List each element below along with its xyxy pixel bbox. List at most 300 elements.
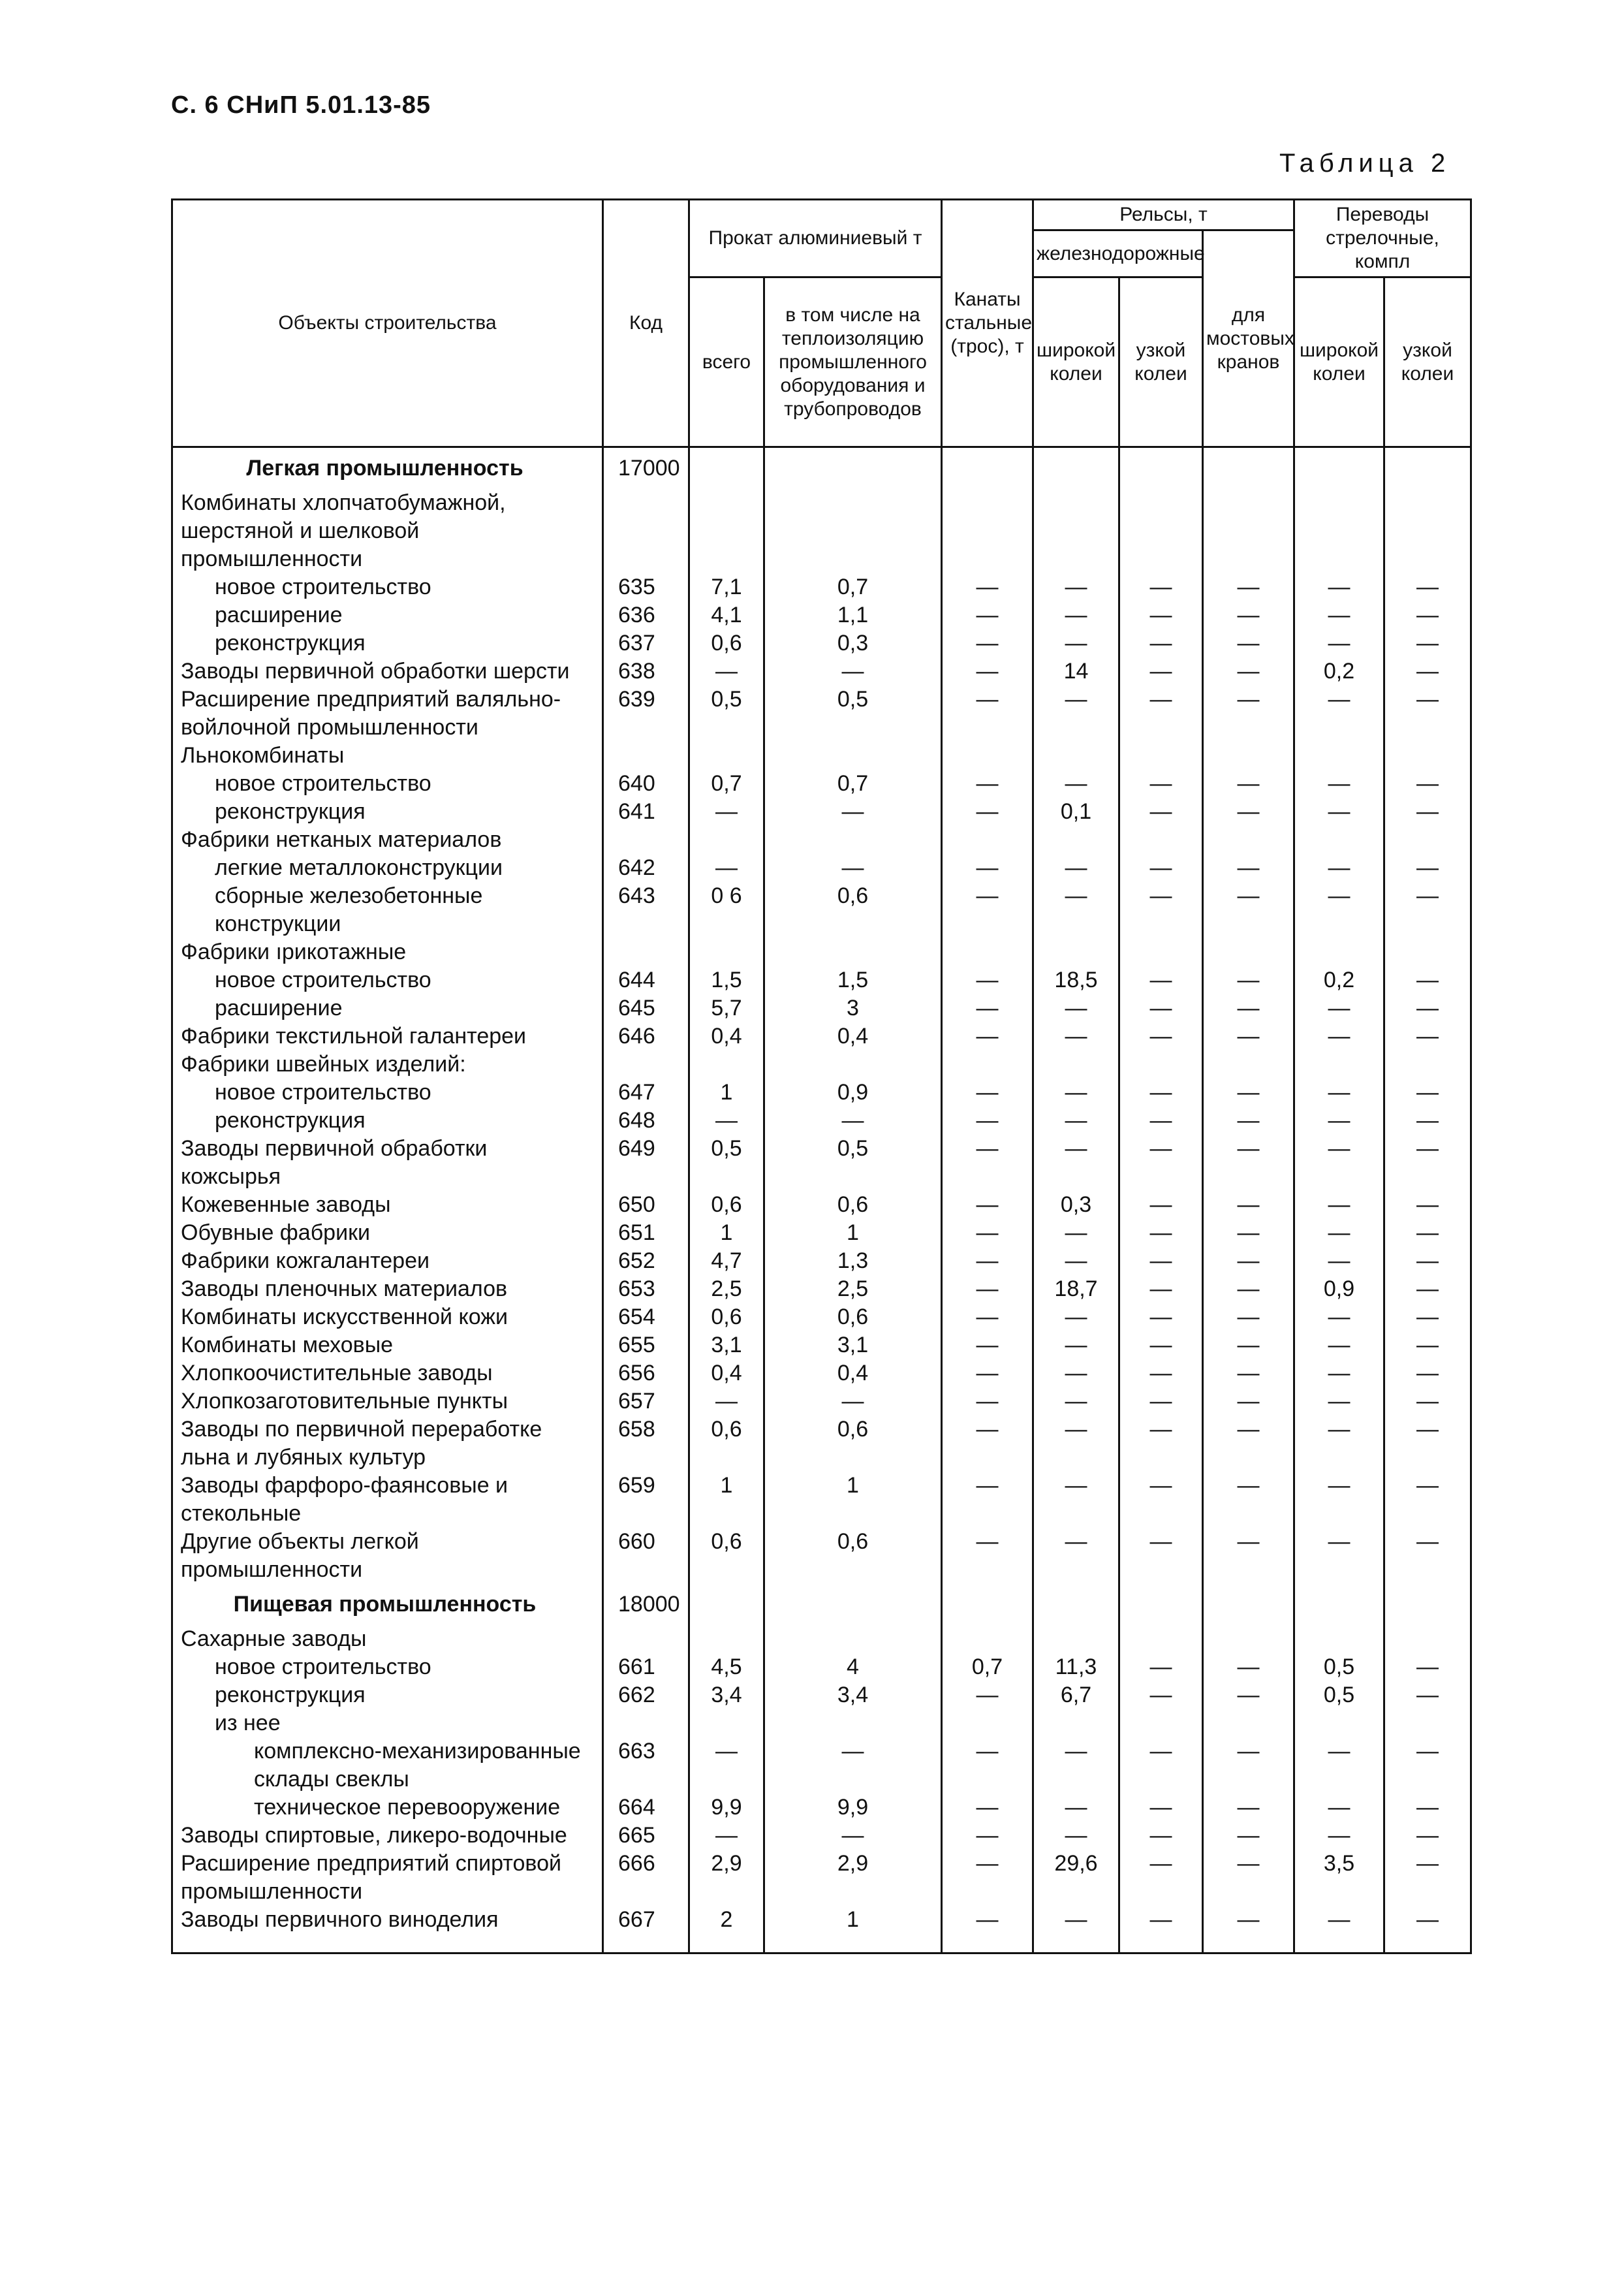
value-cell: —: [1294, 1528, 1384, 1584]
table-row: [172, 798, 1471, 826]
value-cell: 0,6: [764, 1415, 942, 1472]
value-cell: [1294, 489, 1384, 573]
value-cell: —: [689, 1737, 764, 1794]
value-cell: —: [1294, 1022, 1384, 1051]
value-cell: 0,6: [764, 1528, 942, 1584]
code-cell: [603, 826, 689, 854]
object-name: Заводы спиртовые, ликеро-водочные: [172, 1822, 603, 1850]
value-cell: 0,5: [1294, 1653, 1384, 1681]
value-cell: —: [1294, 798, 1384, 826]
value-cell: —: [1384, 1794, 1471, 1822]
value-cell: —: [942, 1681, 1033, 1709]
value-cell: [1119, 938, 1203, 966]
value-cell: 1,5: [764, 966, 942, 994]
value-cell: 2,5: [689, 1275, 764, 1303]
table-row: [172, 686, 1471, 742]
value-cell: 0,6: [689, 1528, 764, 1584]
value-cell: —: [1033, 1472, 1119, 1528]
value-cell: —: [1384, 1359, 1471, 1387]
value-cell: —: [1203, 1681, 1294, 1709]
object-name: Льнокомбинаты: [172, 742, 603, 770]
table-row: [172, 882, 1471, 938]
value-cell: —: [1203, 1737, 1294, 1794]
value-cell: —: [1119, 966, 1203, 994]
value-cell: —: [1119, 1737, 1203, 1794]
value-cell: [1203, 489, 1294, 573]
value-cell: 0,5: [689, 1135, 764, 1191]
value-cell: [1294, 447, 1384, 490]
value-cell: —: [1203, 1906, 1294, 1953]
value-cell: —: [1384, 1022, 1471, 1051]
object-name: реконструкция: [172, 798, 603, 826]
value-cell: —: [1119, 1653, 1203, 1681]
table-row: [172, 1850, 1471, 1906]
value-cell: —: [1384, 1331, 1471, 1359]
table-row: [172, 601, 1471, 629]
value-cell: —: [942, 1472, 1033, 1528]
value-cell: [689, 742, 764, 770]
materials-table: [171, 198, 1472, 1954]
value-cell: [1033, 1625, 1119, 1653]
value-cell: —: [1203, 798, 1294, 826]
value-cell: —: [1119, 770, 1203, 798]
value-cell: —: [1384, 573, 1471, 601]
switch-narrow-header: узкой колеи: [1384, 277, 1471, 447]
table-row: [172, 1415, 1471, 1472]
value-cell: —: [1203, 1247, 1294, 1275]
value-cell: —: [1119, 994, 1203, 1022]
value-cell: [942, 938, 1033, 966]
code-cell: 642: [603, 854, 689, 882]
object-name: техническое перевооружение: [172, 1794, 603, 1822]
value-cell: —: [1119, 1191, 1203, 1219]
code-cell: 650: [603, 1191, 689, 1219]
value-cell: —: [1119, 1387, 1203, 1415]
code-cell: 661: [603, 1653, 689, 1681]
value-cell: —: [764, 1107, 942, 1135]
value-cell: 2,9: [689, 1850, 764, 1906]
value-cell: [1294, 938, 1384, 966]
value-cell: —: [1294, 770, 1384, 798]
value-cell: —: [942, 1191, 1033, 1219]
object-name: Комбинаты хлопчатобумажной, шерстяной и шелковой промышленности: [172, 489, 603, 573]
section-title: Легкая промышленность: [172, 447, 603, 490]
object-name: Другие объекты легкой промышленности: [172, 1528, 603, 1584]
table-row: [172, 1275, 1471, 1303]
object-name: Расширение предприятий валяльно-войлочной промышленности: [172, 686, 603, 742]
value-cell: —: [1119, 1794, 1203, 1822]
value-cell: —: [942, 1219, 1033, 1247]
code-cell: 652: [603, 1247, 689, 1275]
object-name: новое строительство: [172, 573, 603, 601]
value-cell: —: [1203, 1135, 1294, 1191]
value-cell: 2,9: [764, 1850, 942, 1906]
code-cell: 18000: [603, 1584, 689, 1625]
value-cell: —: [1119, 882, 1203, 938]
value-cell: —: [1384, 1275, 1471, 1303]
value-cell: 0,3: [1033, 1191, 1119, 1219]
value-cell: —: [1384, 657, 1471, 686]
object-name: Заводы первичного виноделия: [172, 1906, 603, 1953]
object-name: расширение: [172, 601, 603, 629]
table-row: [172, 629, 1471, 657]
value-cell: —: [1119, 1528, 1203, 1584]
object-name: реконструкция: [172, 1107, 603, 1135]
value-cell: —: [1384, 770, 1471, 798]
value-cell: —: [1033, 1303, 1119, 1331]
value-cell: [689, 1709, 764, 1737]
object-name: Заводы фарфоро-фаянсовые и стекольные: [172, 1472, 603, 1528]
table-row: [172, 1737, 1471, 1794]
code-cell: 654: [603, 1303, 689, 1331]
value-cell: —: [942, 1822, 1033, 1850]
value-cell: —: [1033, 1906, 1119, 1953]
value-cell: —: [942, 854, 1033, 882]
value-cell: [1203, 447, 1294, 490]
ropes-header: Канаты стальные (трос), т: [942, 200, 1033, 447]
value-cell: —: [1119, 1219, 1203, 1247]
value-cell: —: [1203, 1303, 1294, 1331]
value-cell: [1294, 1625, 1384, 1653]
value-cell: [1384, 447, 1471, 490]
value-cell: —: [1203, 1794, 1294, 1822]
value-cell: 0,2: [1294, 657, 1384, 686]
value-cell: —: [1294, 686, 1384, 742]
object-name: из нее: [172, 1709, 603, 1737]
table-row: [172, 1625, 1471, 1653]
object-name: Фабрики швейных изделий:: [172, 1051, 603, 1079]
value-cell: [1203, 938, 1294, 966]
value-cell: —: [1203, 994, 1294, 1022]
value-cell: —: [1033, 1079, 1119, 1107]
value-cell: —: [1203, 573, 1294, 601]
object-name: реконструкция: [172, 629, 603, 657]
value-cell: —: [1384, 1653, 1471, 1681]
table-head: [172, 200, 1471, 447]
value-cell: [1203, 742, 1294, 770]
value-cell: —: [942, 1850, 1033, 1906]
value-cell: —: [764, 798, 942, 826]
crane-rails-header: для мостовых кранов: [1203, 230, 1294, 447]
value-cell: —: [942, 1737, 1033, 1794]
value-cell: —: [1203, 686, 1294, 742]
value-cell: —: [1119, 1275, 1203, 1303]
table-row: [172, 657, 1471, 686]
value-cell: [764, 489, 942, 573]
value-cell: [1119, 447, 1203, 490]
value-cell: 0,4: [764, 1359, 942, 1387]
value-cell: —: [1294, 1219, 1384, 1247]
value-cell: 3,4: [764, 1681, 942, 1709]
value-cell: 0,4: [764, 1022, 942, 1051]
value-cell: 9,9: [764, 1794, 942, 1822]
code-cell: 639: [603, 686, 689, 742]
value-cell: —: [1294, 994, 1384, 1022]
object-name: Хлопкоочистительные заводы: [172, 1359, 603, 1387]
value-cell: 3: [764, 994, 942, 1022]
value-cell: —: [942, 1079, 1033, 1107]
value-cell: —: [1384, 798, 1471, 826]
value-cell: [689, 489, 764, 573]
page-header: С. 6 СНиП 5.01.13-85: [171, 91, 431, 119]
value-cell: —: [1294, 1107, 1384, 1135]
value-cell: 0,7: [764, 770, 942, 798]
table-row: [172, 770, 1471, 798]
table-row: [172, 1794, 1471, 1822]
value-cell: —: [1294, 1737, 1384, 1794]
value-cell: —: [1294, 1906, 1384, 1953]
value-cell: 0,9: [764, 1079, 942, 1107]
value-cell: —: [1033, 854, 1119, 882]
value-cell: —: [764, 1387, 942, 1415]
value-cell: [764, 938, 942, 966]
value-cell: [1384, 489, 1471, 573]
value-cell: [942, 447, 1033, 490]
section-row: [172, 447, 1471, 490]
code-cell: 658: [603, 1415, 689, 1472]
value-cell: —: [942, 1794, 1033, 1822]
value-cell: 0,2: [1294, 966, 1384, 994]
table-row: [172, 489, 1471, 573]
value-cell: 0,6: [764, 882, 942, 938]
value-cell: —: [1294, 1303, 1384, 1331]
value-cell: —: [942, 1135, 1033, 1191]
table-row: [172, 1303, 1471, 1331]
value-cell: —: [1294, 601, 1384, 629]
value-cell: —: [1203, 1653, 1294, 1681]
rails-header: Рельсы, т: [1033, 200, 1294, 230]
table-row: [172, 573, 1471, 601]
value-cell: —: [1384, 1079, 1471, 1107]
section-row: [172, 1584, 1471, 1625]
value-cell: —: [1294, 629, 1384, 657]
value-cell: —: [1294, 1191, 1384, 1219]
value-cell: 2,5: [764, 1275, 942, 1303]
code-cell: 664: [603, 1794, 689, 1822]
value-cell: 11,3: [1033, 1653, 1119, 1681]
value-cell: —: [1119, 1822, 1203, 1850]
code-cell: 657: [603, 1387, 689, 1415]
table-row: [172, 742, 1471, 770]
value-cell: 1: [689, 1219, 764, 1247]
code-cell: 644: [603, 966, 689, 994]
value-cell: —: [1294, 882, 1384, 938]
table-row: [172, 1107, 1471, 1135]
table-row: [172, 1906, 1471, 1953]
table-row: [172, 1653, 1471, 1681]
table-row: [172, 1359, 1471, 1387]
value-cell: —: [1119, 1303, 1203, 1331]
value-cell: —: [1203, 1850, 1294, 1906]
value-cell: —: [1294, 1822, 1384, 1850]
code-cell: 665: [603, 1822, 689, 1850]
value-cell: —: [1119, 601, 1203, 629]
value-cell: —: [1294, 1415, 1384, 1472]
value-cell: —: [1119, 1022, 1203, 1051]
code-cell: 666: [603, 1850, 689, 1906]
code-cell: [603, 938, 689, 966]
value-cell: —: [942, 657, 1033, 686]
value-cell: 0,5: [689, 686, 764, 742]
code-cell: 649: [603, 1135, 689, 1191]
value-cell: —: [1384, 994, 1471, 1022]
code-cell: [603, 1709, 689, 1737]
value-cell: 0,7: [764, 573, 942, 601]
value-cell: 29,6: [1033, 1850, 1119, 1906]
value-cell: —: [689, 657, 764, 686]
code-cell: 645: [603, 994, 689, 1022]
value-cell: 1: [764, 1472, 942, 1528]
table-row: [172, 1709, 1471, 1737]
value-cell: —: [1203, 854, 1294, 882]
value-cell: —: [1033, 1135, 1119, 1191]
value-cell: 1,1: [764, 601, 942, 629]
value-cell: —: [689, 1822, 764, 1850]
value-cell: —: [1033, 686, 1119, 742]
value-cell: —: [764, 854, 942, 882]
object-name: Фабрики текстильной галантереи: [172, 1022, 603, 1051]
value-cell: 1: [689, 1472, 764, 1528]
table-row: [172, 1681, 1471, 1709]
value-cell: [1119, 1051, 1203, 1079]
object-name: Заводы первичной обработки кожсырья: [172, 1135, 603, 1191]
value-cell: [942, 1709, 1033, 1737]
table-row: [172, 1191, 1471, 1219]
value-cell: —: [1294, 1359, 1384, 1387]
value-cell: —: [1384, 1387, 1471, 1415]
object-name: новое строительство: [172, 1079, 603, 1107]
code-cell: 638: [603, 657, 689, 686]
value-cell: —: [1384, 1415, 1471, 1472]
value-cell: [1384, 742, 1471, 770]
value-cell: —: [1203, 601, 1294, 629]
object-name: комплексно-механизированные склады свеклы: [172, 1737, 603, 1794]
value-cell: —: [1203, 1415, 1294, 1472]
alu-total-header: всего: [689, 277, 764, 447]
value-cell: [1119, 1625, 1203, 1653]
value-cell: —: [1203, 1822, 1294, 1850]
value-cell: —: [1203, 770, 1294, 798]
switches-header: Переводы стрелочные, компл: [1294, 200, 1471, 277]
value-cell: [1203, 1051, 1294, 1079]
code-cell: [603, 1051, 689, 1079]
value-cell: —: [1294, 1387, 1384, 1415]
value-cell: —: [689, 1387, 764, 1415]
value-cell: [764, 1625, 942, 1653]
code-cell: 636: [603, 601, 689, 629]
value-cell: —: [1384, 629, 1471, 657]
table-row: [172, 1079, 1471, 1107]
value-cell: —: [1384, 882, 1471, 938]
table-row: [172, 966, 1471, 994]
object-name: Заводы по первичной переработке льна и лубяных культур: [172, 1415, 603, 1472]
table-body: [172, 447, 1471, 1953]
value-cell: —: [1384, 686, 1471, 742]
value-cell: —: [942, 1303, 1033, 1331]
value-cell: 0,4: [689, 1359, 764, 1387]
value-cell: —: [1203, 1191, 1294, 1219]
value-cell: [1119, 826, 1203, 854]
value-cell: [1294, 1709, 1384, 1737]
value-cell: —: [1119, 1415, 1203, 1472]
alu-insulation-header: в том числе на теплоизоляцию промышленного оборудования и трубопроводов: [764, 277, 942, 447]
object-name: Хлопкозаготовительные пункты: [172, 1387, 603, 1415]
value-cell: —: [942, 686, 1033, 742]
value-cell: —: [1203, 1022, 1294, 1051]
value-cell: 9,9: [689, 1794, 764, 1822]
object-name: новое строительство: [172, 966, 603, 994]
value-cell: —: [1384, 1247, 1471, 1275]
value-cell: —: [1294, 1331, 1384, 1359]
value-cell: —: [1119, 1247, 1203, 1275]
value-cell: —: [942, 1359, 1033, 1387]
code-cell: 643: [603, 882, 689, 938]
value-cell: —: [1384, 1528, 1471, 1584]
value-cell: —: [1203, 1472, 1294, 1528]
value-cell: 1,3: [764, 1247, 942, 1275]
object-name: Кожевенные заводы: [172, 1191, 603, 1219]
code-cell: [603, 742, 689, 770]
value-cell: —: [942, 1415, 1033, 1472]
value-cell: —: [942, 629, 1033, 657]
value-cell: 4: [764, 1653, 942, 1681]
value-cell: —: [942, 1387, 1033, 1415]
code-cell: 646: [603, 1022, 689, 1051]
value-cell: —: [1203, 657, 1294, 686]
value-cell: —: [1033, 1737, 1119, 1794]
value-cell: —: [1119, 1906, 1203, 1953]
code-header: Код: [603, 200, 689, 447]
value-cell: [689, 1051, 764, 1079]
value-cell: [689, 447, 764, 490]
object-name: Фабрики нетканых материалов: [172, 826, 603, 854]
value-cell: —: [689, 1107, 764, 1135]
value-cell: —: [1119, 854, 1203, 882]
value-cell: —: [1119, 1107, 1203, 1135]
table-row: [172, 1472, 1471, 1528]
value-cell: 2: [689, 1906, 764, 1953]
value-cell: —: [1119, 686, 1203, 742]
value-cell: 14: [1033, 657, 1119, 686]
table-row: [172, 1022, 1471, 1051]
value-cell: 7,1: [689, 573, 764, 601]
value-cell: 6,7: [1033, 1681, 1119, 1709]
table-row: [172, 1387, 1471, 1415]
code-cell: 651: [603, 1219, 689, 1247]
value-cell: 0,3: [764, 629, 942, 657]
object-name: Комбинаты меховые: [172, 1331, 603, 1359]
object-name: Фабрики кожгалантереи: [172, 1247, 603, 1275]
value-cell: —: [1033, 1247, 1119, 1275]
code-cell: 655: [603, 1331, 689, 1359]
value-cell: —: [942, 770, 1033, 798]
value-cell: —: [1033, 629, 1119, 657]
value-cell: —: [1033, 1331, 1119, 1359]
value-cell: [942, 742, 1033, 770]
value-cell: —: [1119, 1681, 1203, 1709]
value-cell: —: [1033, 1107, 1119, 1135]
aluminium-header: Прокат алюминиевый т: [689, 200, 942, 277]
object-name: расширение: [172, 994, 603, 1022]
value-cell: [764, 1709, 942, 1737]
value-cell: 3,1: [764, 1331, 942, 1359]
value-cell: —: [1294, 1472, 1384, 1528]
value-cell: —: [1033, 1822, 1119, 1850]
value-cell: [1384, 1625, 1471, 1653]
code-cell: 648: [603, 1107, 689, 1135]
value-cell: —: [1384, 1850, 1471, 1906]
value-cell: —: [1294, 1247, 1384, 1275]
